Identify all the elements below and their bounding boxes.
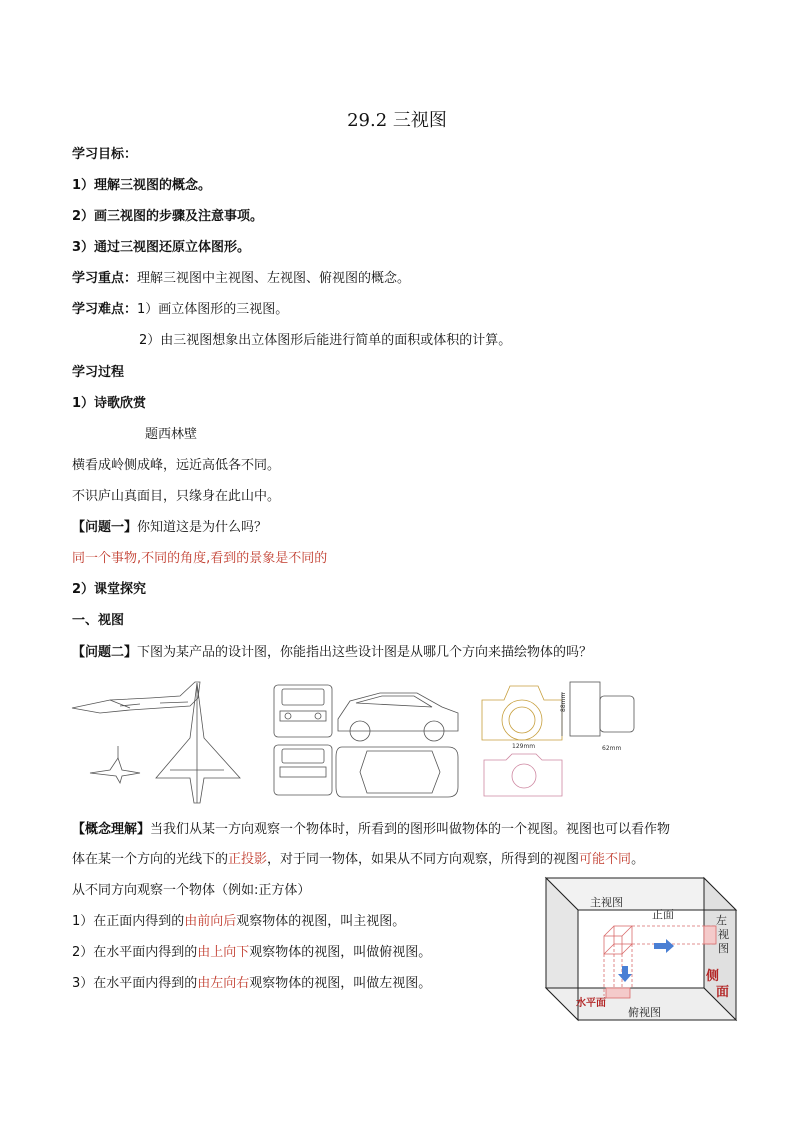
three-view-diagram (544, 876, 738, 1022)
page-title: 29.2 三视图 (347, 110, 447, 131)
concept-projection: 正投影 (228, 852, 268, 867)
main-view-label: 主视图 (590, 896, 623, 909)
q2-label: 【问题二】 (72, 645, 138, 660)
side-plane-label-1: 侧 (706, 969, 720, 984)
q1-label: 【问题一】 (72, 520, 138, 535)
observe-3a: 3）在水平面内得到的 (72, 976, 198, 991)
q1-answer: 同一个事物,不同的角度,看到的景象是不同的 (72, 551, 328, 566)
process-label: 学习过程 (72, 365, 125, 380)
poem-line-1: 横看成岭侧成峰，远近高低各不同。 (72, 458, 281, 473)
question-1 (72, 519, 267, 537)
camera-design-image (480, 678, 640, 800)
left-view-label-2: 视 (718, 928, 729, 941)
left-view-label-1: 左 (716, 914, 727, 927)
top-view-label: 俯视图 (628, 1006, 661, 1019)
concept-p1: 当我们从某一方向观察一个物体时，所看到的图形叫做物体的一个视图。视图也可以看作物 (150, 822, 671, 837)
difficulty-item-2: 2）由三视图想象出立体图形后能进行简单的面积或体积的计算。 (139, 333, 512, 348)
concept-p2a: 体在某一个方向的光线下的 (72, 852, 229, 867)
jet-design-image (70, 678, 250, 806)
observe-3b: 由左向右 (197, 976, 250, 991)
concept-p2e: 。 (631, 852, 645, 867)
camera-dim-1: 129mm (512, 743, 536, 750)
objectives-label: 学习目标： (72, 147, 138, 162)
poem-line-2: 不识庐山真面目，只缘身在此山中。 (72, 489, 281, 504)
observe-line-3 (72, 975, 431, 993)
observe-line-1 (72, 913, 405, 931)
side-plane-label-2: 面 (716, 985, 730, 1000)
explore-section: 2）课堂探究 (72, 582, 147, 597)
horizontal-plane-label: 水平面 (576, 998, 606, 1009)
concept-label: 【概念理解】 (72, 822, 151, 837)
camera-dim-2: 62mm (602, 745, 622, 752)
difficulty-item-1: 1）画立体图形的三视图。 (137, 302, 289, 317)
camera-dim-3: 88mm (560, 692, 567, 712)
key-point-text: 理解三视图中主视图、左视图、俯视图的概念。 (137, 271, 411, 286)
objective-1: 1）理解三视图的概念。 (72, 178, 212, 193)
observe-1c: 观察物体的视图，叫主视图。 (236, 914, 406, 929)
observe-intro: 从不同方向观察一个物体（例如:正方体） (72, 883, 311, 898)
observe-1a: 1）在正面内得到的 (72, 914, 185, 929)
concept-maybe-different: 可能不同 (579, 852, 632, 867)
car-design-image (272, 683, 462, 801)
q2-text: 下图为某产品的设计图，你能指出这些设计图是从哪几个方向来描绘物体的吗？ (137, 645, 593, 660)
concept-paragraph (72, 815, 732, 875)
observe-2c: 观察物体的视图，叫做俯视图。 (249, 945, 432, 960)
key-point-label: 学习重点： (72, 271, 138, 286)
difficulty (72, 301, 288, 319)
question-2 (72, 644, 592, 662)
observe-line-2 (72, 944, 431, 962)
concept-p2c: ，对于同一物体，如果从不同方向观察，所得到的视图 (267, 852, 580, 867)
objective-3: 3）通过三视图还原立体图形。 (72, 240, 251, 255)
front-plane-label: 正面 (652, 908, 674, 921)
poem-title: 题西林壁 (145, 427, 198, 442)
left-view-label-3: 图 (718, 942, 729, 955)
observe-3c: 观察物体的视图，叫做左视图。 (249, 976, 432, 991)
observe-1b: 由前向后 (184, 914, 237, 929)
objective-2: 2）画三视图的步骤及注意事项。 (72, 209, 264, 224)
key-point (72, 270, 410, 288)
q1-text: 你知道这是为什么吗？ (137, 520, 268, 535)
explore-sub: 一、视图 (72, 613, 125, 628)
difficulty-label: 学习难点： (72, 302, 138, 317)
poem-section: 1）诗歌欣赏 (72, 396, 147, 411)
observe-2a: 2）在水平面内得到的 (72, 945, 198, 960)
observe-2b: 由上向下 (197, 945, 250, 960)
